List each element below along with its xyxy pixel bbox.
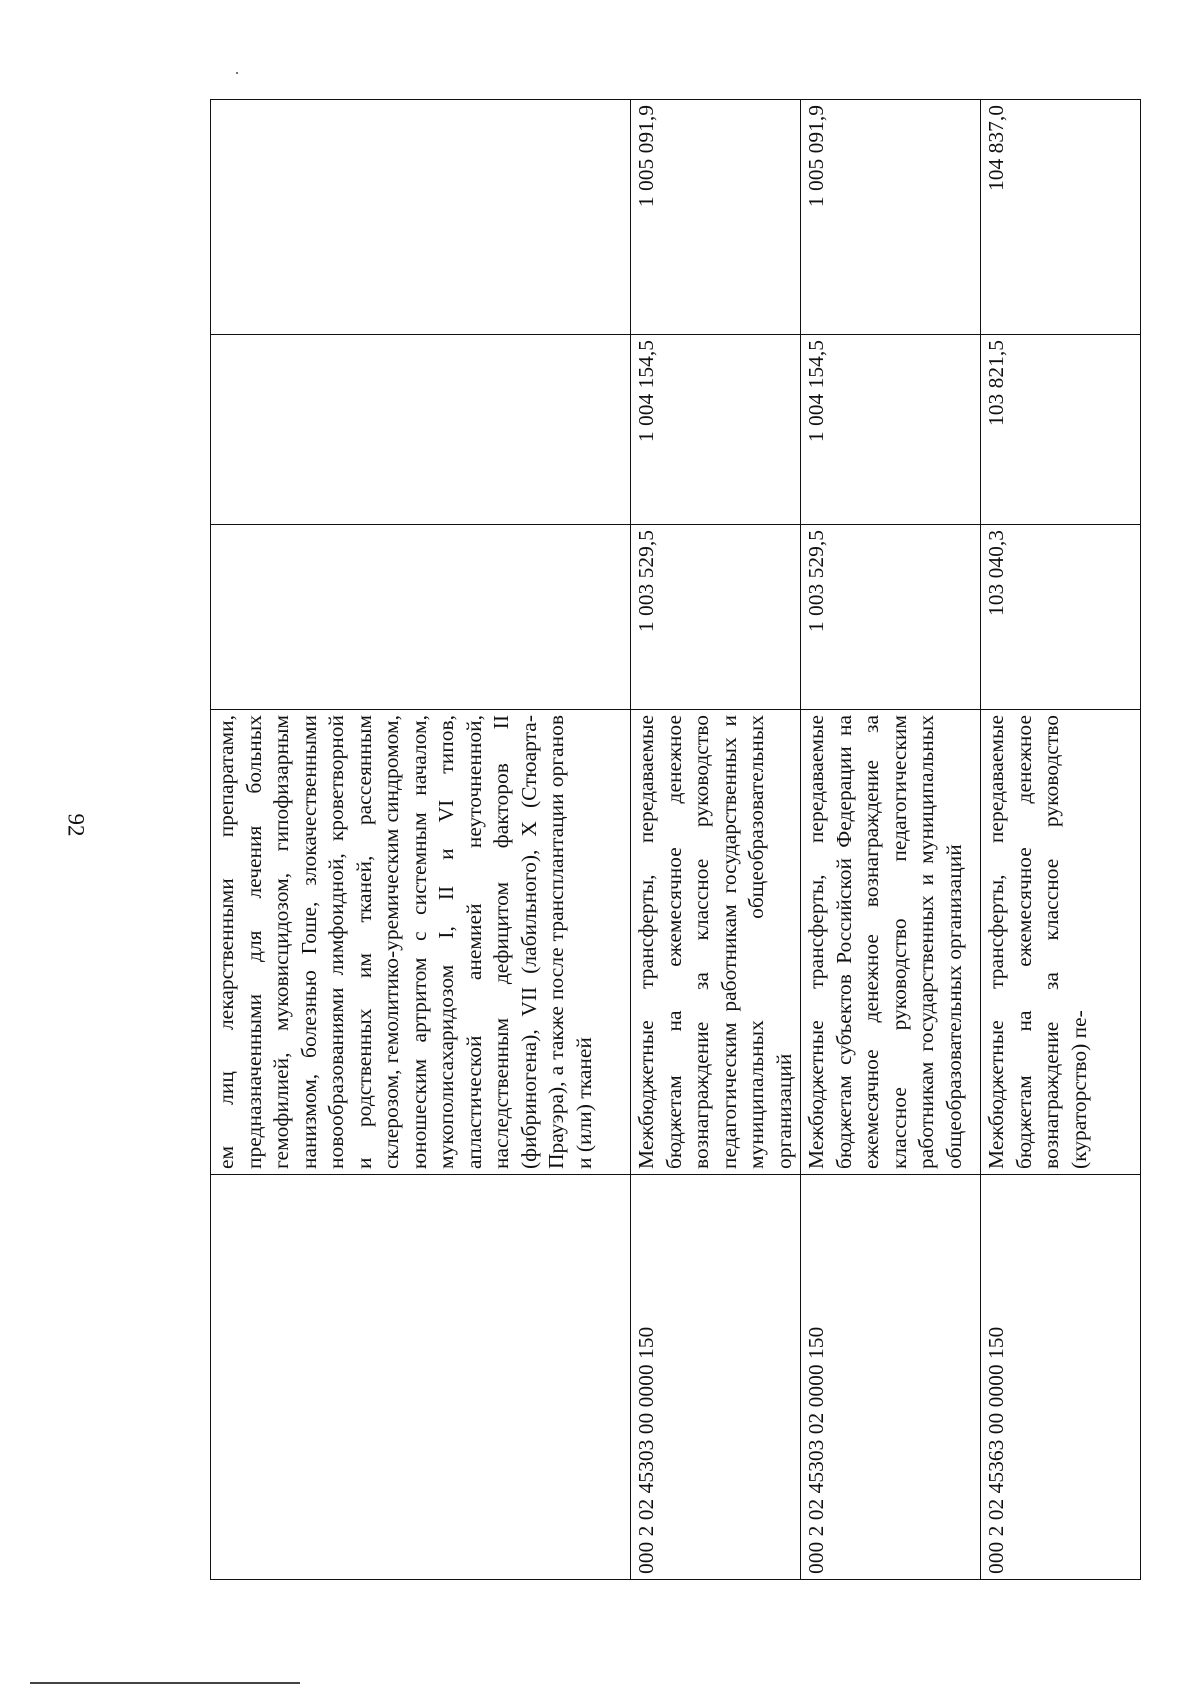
row-value-2: 1 004 154,5 xyxy=(801,335,981,525)
row-value-3: 1 005 091,9 xyxy=(801,100,981,335)
row-value-1 xyxy=(211,525,631,710)
row-name: Межбюджетные трансферты, передаваемые бюджетам на ежемесячное денежное вознаграждение за классное руководство (кураторство) пе- xyxy=(981,710,1141,1175)
row-value-2 xyxy=(211,335,631,525)
row-name: Межбюджетные трансферты, передаваемые бюджетам субъектов Российской Федерации на ежемесячное денежное вознаграждение за классное руководство педагогическим работникам государственных и муниципальных общеобразовательных организаций xyxy=(801,710,981,1175)
budget-table xyxy=(210,99,1141,1580)
table-row xyxy=(801,100,981,1580)
table-row xyxy=(211,100,631,1580)
row-value-3: 1 005 091,9 xyxy=(631,100,801,335)
row-value-2: 103 821,5 xyxy=(981,335,1141,525)
row-value-1: 1 003 529,5 xyxy=(631,525,801,710)
row-value-3 xyxy=(211,100,631,335)
row-name: Межбюджетные трансферты, передаваемые бюджетам на ежемесячное денежное вознаграждение за классное руководство педагогическим работникам государственных и муниципальных общеобразовательных организаций xyxy=(631,710,801,1175)
page-number: 92 xyxy=(63,813,89,837)
row-code xyxy=(211,1175,631,1580)
row-name: ем лиц лекарственными препаратами, предназначенными для лечения больных гемофилией, муковисцидозом, гипофизарным нанизмом, болезнью Гоше, злокачественными новообразованиями лимфоидной, кроветворной и родственных им тканей, рассеянным склерозом, гемолитико-уремическим синдромом, юношеским артритом с системным началом, мукополисахаридозом I, II и VI типов, апластической анемией неуточненной, наследственным дефицитом факторов II (фибриногена), VII (лабильного), X (Стюарта-Прауэра), а также после трансплантации органов и (или) тканей xyxy=(211,710,631,1175)
row-code: 000 2 02 45363 00 0000 150 xyxy=(981,1175,1141,1580)
row-value-1: 1 003 529,5 xyxy=(801,525,981,710)
table-row xyxy=(631,100,801,1580)
scan-speck xyxy=(236,72,238,74)
rotated-table-container xyxy=(210,100,1120,1580)
scan-edge-line xyxy=(30,1682,300,1684)
row-value-1: 103 040,3 xyxy=(981,525,1141,710)
row-code: 000 2 02 45303 00 0000 150 xyxy=(631,1175,801,1580)
table-row xyxy=(981,100,1141,1580)
row-value-2: 1 004 154,5 xyxy=(631,335,801,525)
row-code: 000 2 02 45303 02 0000 150 xyxy=(801,1175,981,1580)
row-value-3: 104 837,0 xyxy=(981,100,1141,335)
